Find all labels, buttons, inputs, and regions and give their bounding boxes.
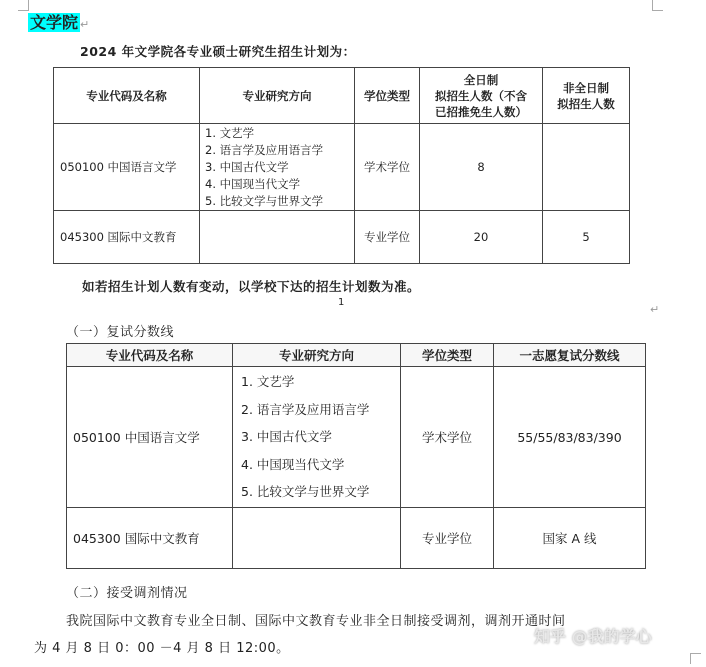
- page-number: 1: [338, 297, 345, 308]
- direction-item: 5. 比较文学与世界文学: [241, 484, 370, 500]
- direction-item: 1. 文艺学: [205, 125, 255, 140]
- score-row1-degree: 学术学位: [401, 367, 494, 508]
- score-header-degree: 学位类型: [401, 344, 494, 367]
- plan-header-degree: 学位类型: [355, 68, 420, 124]
- section2-title: （二）接受调剂情况: [66, 586, 188, 601]
- adjust-paragraph-line1: 我院国际中文教育专业全日制、国际中文教育专业非全日制接受调剂，调剂开通时间: [66, 614, 566, 629]
- score-row2-directions: [233, 508, 401, 569]
- score-row1-score: 55/55/83/83/390: [494, 367, 646, 508]
- direction-item: 2. 语言学及应用语言学: [205, 142, 324, 157]
- score-table-header-row: [67, 344, 646, 367]
- plan-row1-directions: [200, 124, 355, 211]
- score-row2-major: 045300 国际中文教育: [67, 508, 233, 569]
- table-row: [54, 124, 630, 211]
- plan-table-header-row: [54, 68, 630, 124]
- page-corner-top-left: [18, 0, 29, 11]
- plan-row2-fulltime: 20: [420, 211, 543, 264]
- heading: 文学院: [30, 13, 79, 32]
- plan-row1-fulltime: 8: [420, 124, 543, 211]
- score-row2-score: 国家 A 线: [494, 508, 646, 569]
- plan-row2-directions: [200, 211, 355, 264]
- table-row: [67, 367, 646, 508]
- plan-header-fulltime: 全日制 拟招生人数（不含 已招推免生人数）: [420, 68, 543, 124]
- score-header-major: 专业代码及名称: [67, 344, 233, 367]
- plan-row2-degree: 专业学位: [355, 211, 420, 264]
- plan-header-major: 专业代码及名称: [54, 68, 200, 124]
- plan-row2-major: 045300 国际中文教育: [54, 211, 200, 264]
- direction-item: 3. 中国古代文学: [241, 429, 332, 445]
- score-row2-degree: 专业学位: [401, 508, 494, 569]
- adjust-paragraph-line2: 为 4 月 8 日 0：00 －4 月 8 日 12:00。: [34, 641, 290, 656]
- heading-wrap: [28, 12, 89, 34]
- line-end-mark: ↵: [80, 18, 90, 31]
- plan-row1-major: 050100 中国语言文学: [54, 124, 200, 211]
- score-header-line: 一志愿复试分数线: [494, 344, 646, 367]
- direction-item: 3. 中国古代文学: [205, 159, 289, 174]
- score-row1-major: 050100 中国语言文学: [67, 367, 233, 508]
- intro-text: 2024 年文学院各专业硕士研究生招生计划为：: [80, 44, 356, 59]
- zhihu-watermark: 知乎 @我的学心: [534, 627, 652, 646]
- plan-row1-degree: 学术学位: [355, 124, 420, 211]
- table-row: [67, 508, 646, 569]
- plan-table: [53, 67, 630, 264]
- score-table: [66, 343, 646, 569]
- page-corner-top-right: [652, 0, 663, 11]
- direction-item: 5. 比较文学与世界文学: [205, 193, 324, 208]
- score-header-direction: 专业研究方向: [233, 344, 401, 367]
- section1-title: （一）复试分数线: [66, 325, 175, 340]
- score-row1-directions: [233, 367, 401, 508]
- plan-header-parttime: 非全日制 拟招生人数: [543, 68, 630, 124]
- table-row: [54, 211, 630, 264]
- direction-item: 4. 中国现当代文学: [241, 456, 345, 472]
- plan-row1-parttime: [543, 124, 630, 211]
- direction-item: 1. 文艺学: [241, 374, 295, 390]
- direction-item: 4. 中国现当代文学: [205, 176, 301, 191]
- plan-row2-parttime: 5: [543, 211, 630, 264]
- line-end-mark: ↵: [650, 303, 660, 316]
- direction-item: 2. 语言学及应用语言学: [241, 401, 370, 417]
- plan-note: 如若招生计划人数有变动，以学校下达的招生计划数为准。: [82, 279, 421, 294]
- page-corner-bottom-right: [690, 653, 701, 664]
- plan-header-direction: 专业研究方向: [200, 68, 355, 124]
